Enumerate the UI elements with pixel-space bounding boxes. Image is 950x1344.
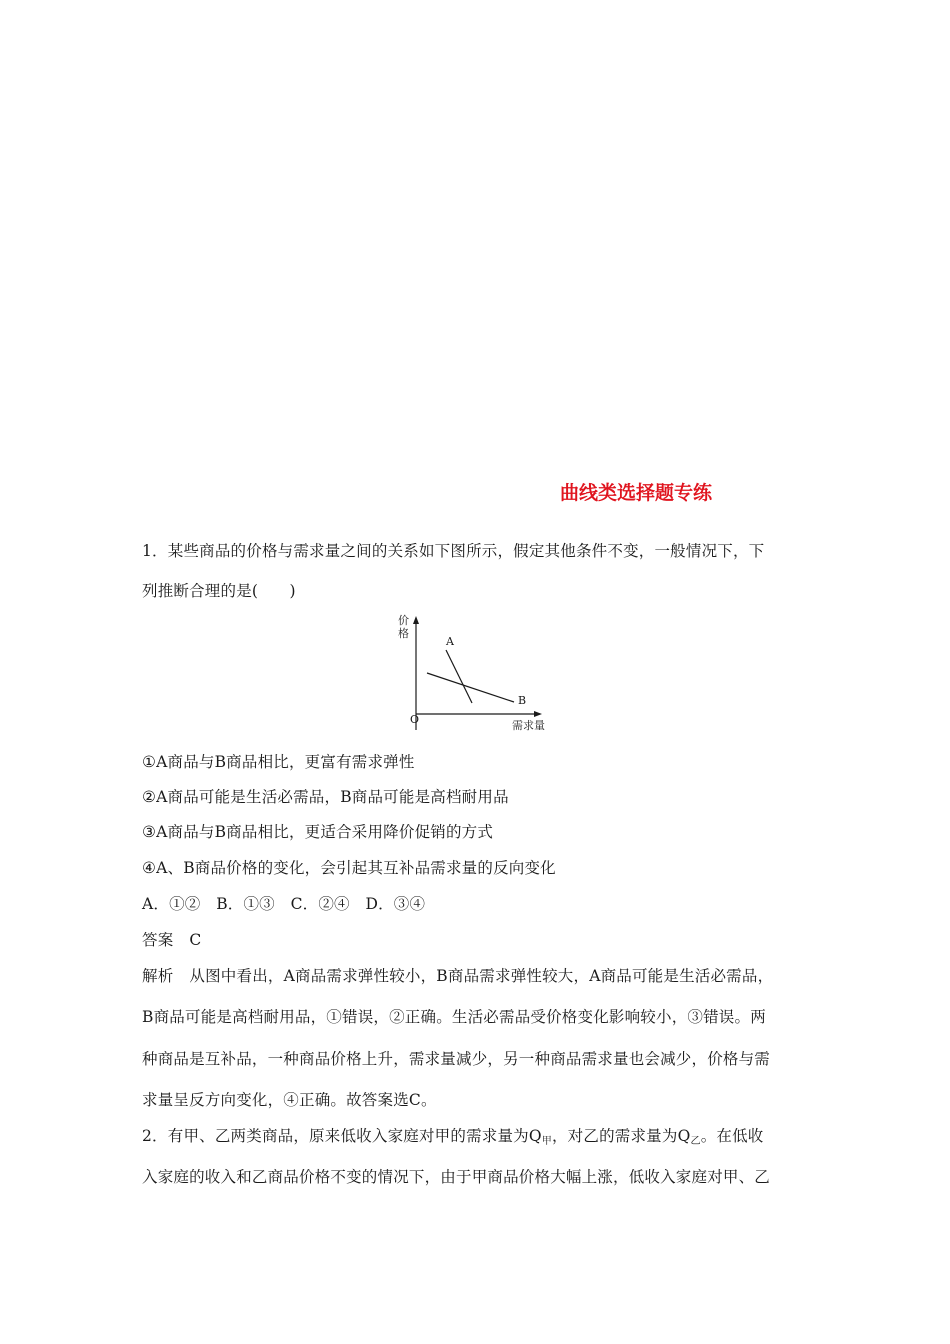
demand-curve-figure [396, 612, 556, 737]
q2-subscript-yi: 乙 [690, 1136, 701, 1147]
answer-value: C [189, 931, 202, 949]
q1-stem-line-1: 1．某些商品的价格与需求量之间的关系如下图所示，假定其他条件不变，一般情况下，下 [142, 542, 765, 560]
analysis-text-1: 从图中看出，A商品需求弹性较小，B商品需求弹性较大，A商品可能是生活必需品， [189, 967, 774, 985]
q1-choices: A．①② B．①③ C．②④ D．③④ [142, 895, 426, 913]
q2-text-part-3: 。在低收 [700, 1127, 764, 1145]
line-a-label: A [446, 635, 454, 648]
y-axis-label-2: 格 [398, 627, 409, 640]
q1-analysis-line-3: 种商品是互补品，一种商品价格上升，需求量减少，另一种商品需求量也会减少，价格与需 [142, 1050, 771, 1068]
line-a [446, 650, 472, 703]
origin-label: O [410, 713, 420, 726]
y-axis-arrow [413, 616, 419, 624]
q2-text-part-1: 2．有甲、乙两类商品，原来低收入家庭对甲的需求量为Q [142, 1127, 542, 1145]
q1-option-2: ②A商品可能是生活必需品，B商品可能是高档耐用品 [142, 788, 509, 806]
q1-analysis-line-2: B商品可能是高档耐用品，①错误，②正确。生活必需品受价格变化影响较小，③错误。两 [142, 1008, 766, 1026]
q2-stem-line-2: 入家庭的收入和乙商品价格不变的情况下，由于甲商品价格大幅上涨，低收入家庭对甲、乙 [142, 1168, 771, 1186]
q1-option-3: ③A商品与B商品相比，更适合采用降价促销的方式 [142, 823, 494, 841]
q1-stem-line-2: 列推断合理的是( ) [142, 582, 296, 600]
y-axis-label-1: 价 [398, 614, 409, 627]
q2-stem-line-1 [142, 1126, 764, 1152]
line-b-label: B [518, 694, 527, 707]
q1-option-1: ①A商品与B商品相比，更富有需求弹性 [142, 753, 415, 771]
x-axis-arrow [534, 711, 542, 717]
line-b [427, 673, 514, 702]
q1-analysis-line-1 [142, 966, 773, 986]
analysis-label: 解析 [142, 967, 174, 985]
q2-text-part-2: ，对乙的需求量为Q [551, 1127, 691, 1145]
x-axis-label: 需求量 [512, 719, 545, 732]
q2-subscript-jia: 甲 [541, 1136, 552, 1147]
q1-analysis-line-4: 求量呈反方向变化，④正确。故答案选C。 [142, 1091, 437, 1109]
answer-label: 答案 [142, 931, 174, 949]
q1-option-4: ④A、B商品价格的变化，会引起其互补品需求量的反向变化 [142, 859, 556, 877]
page-title: 曲线类选择题专练 [560, 482, 713, 504]
q1-answer [142, 930, 201, 950]
